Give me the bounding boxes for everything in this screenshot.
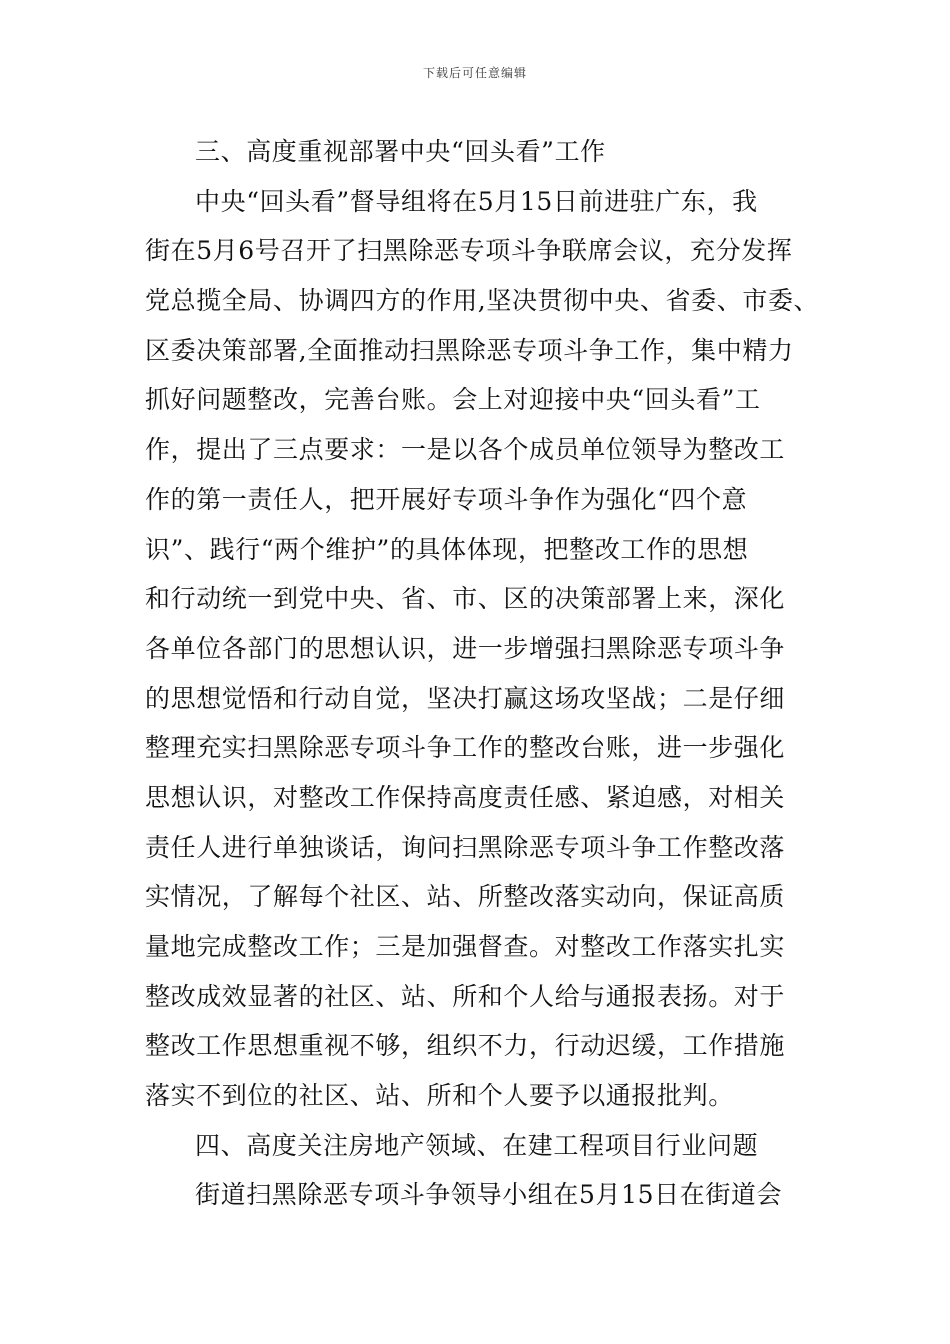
paragraph-line: 思想认识，对整改工作保持高度责任感、紧迫感，对相关 <box>145 782 786 812</box>
paragraph-line: 整改成效显著的社区、站、所和个人给与通报表扬。对于 <box>145 981 786 1011</box>
paragraph-line: 量地完成整改工作；三是加强督查。对整改工作落实扎实 <box>145 932 786 961</box>
paragraph-line: 区委决策部署,全面推动扫黑除恶专项斗争工作，集中精力 <box>145 335 794 365</box>
paragraph-line: 中央“回头看”督导组将在5月15日前进驻广东，我 <box>195 186 758 216</box>
paragraph-line: 抓好问题整改，完善台账。会上对迎接中央“回头看”工 <box>145 385 761 415</box>
paragraph-line: 街在5月6号召开了扫黑除恶专项斗争联席会议，充分发挥 <box>145 236 793 266</box>
paragraph-line: 各单位各部门的思想认识，进一步增强扫黑除恶专项斗争 <box>145 633 786 663</box>
page-header-note: 下载后可任意编辑 <box>422 66 527 80</box>
section-heading-3: 三、高度重视部署中央“回头看”工作 <box>195 137 606 166</box>
paragraph-line: 实情况，了解每个社区、站、所整改落实动向，保证高质 <box>145 882 786 912</box>
paragraph-line: 的思想觉悟和行动自觉，坚决打赢这场攻坚战；二是仔细 <box>145 683 786 713</box>
paragraph-line: 作，提出了三点要求：一是以各个成员单位领导为整改工 <box>145 435 786 465</box>
paragraph-line: 整理充实扫黑除恶专项斗争工作的整改台账，进一步强化 <box>145 733 786 763</box>
paragraph-line: 街道扫黑除恶专项斗争领导小组在5月15日在街道会 <box>195 1180 783 1210</box>
paragraph-line: 整改工作思想重视不够，组织不力，行动迟缓，工作措施 <box>145 1031 786 1061</box>
document-body <box>145 127 820 1220</box>
paragraph-line: 识”、践行“两个维护”的具体体现，把整改工作的思想 <box>145 534 749 564</box>
paragraph-line: 作的第一责任人，把开展好专项斗争作为强化“四个意 <box>145 484 748 514</box>
paragraph-line: 落实不到位的社区、站、所和个人要予以通报批判。 <box>145 1081 734 1111</box>
paragraph-line: 党总揽全局、协调四方的作用,坚决贯彻中央、省委、市委、 <box>145 286 820 316</box>
paragraph-line: 责任人进行单独谈话，询问扫黑除恶专项斗争工作整改落 <box>145 832 786 862</box>
paragraph-line: 和行动统一到党中央、省、市、区的决策部署上来，深化 <box>145 584 786 614</box>
section-heading-4: 四、高度关注房地产领域、在建工程项目行业问题 <box>195 1130 759 1160</box>
